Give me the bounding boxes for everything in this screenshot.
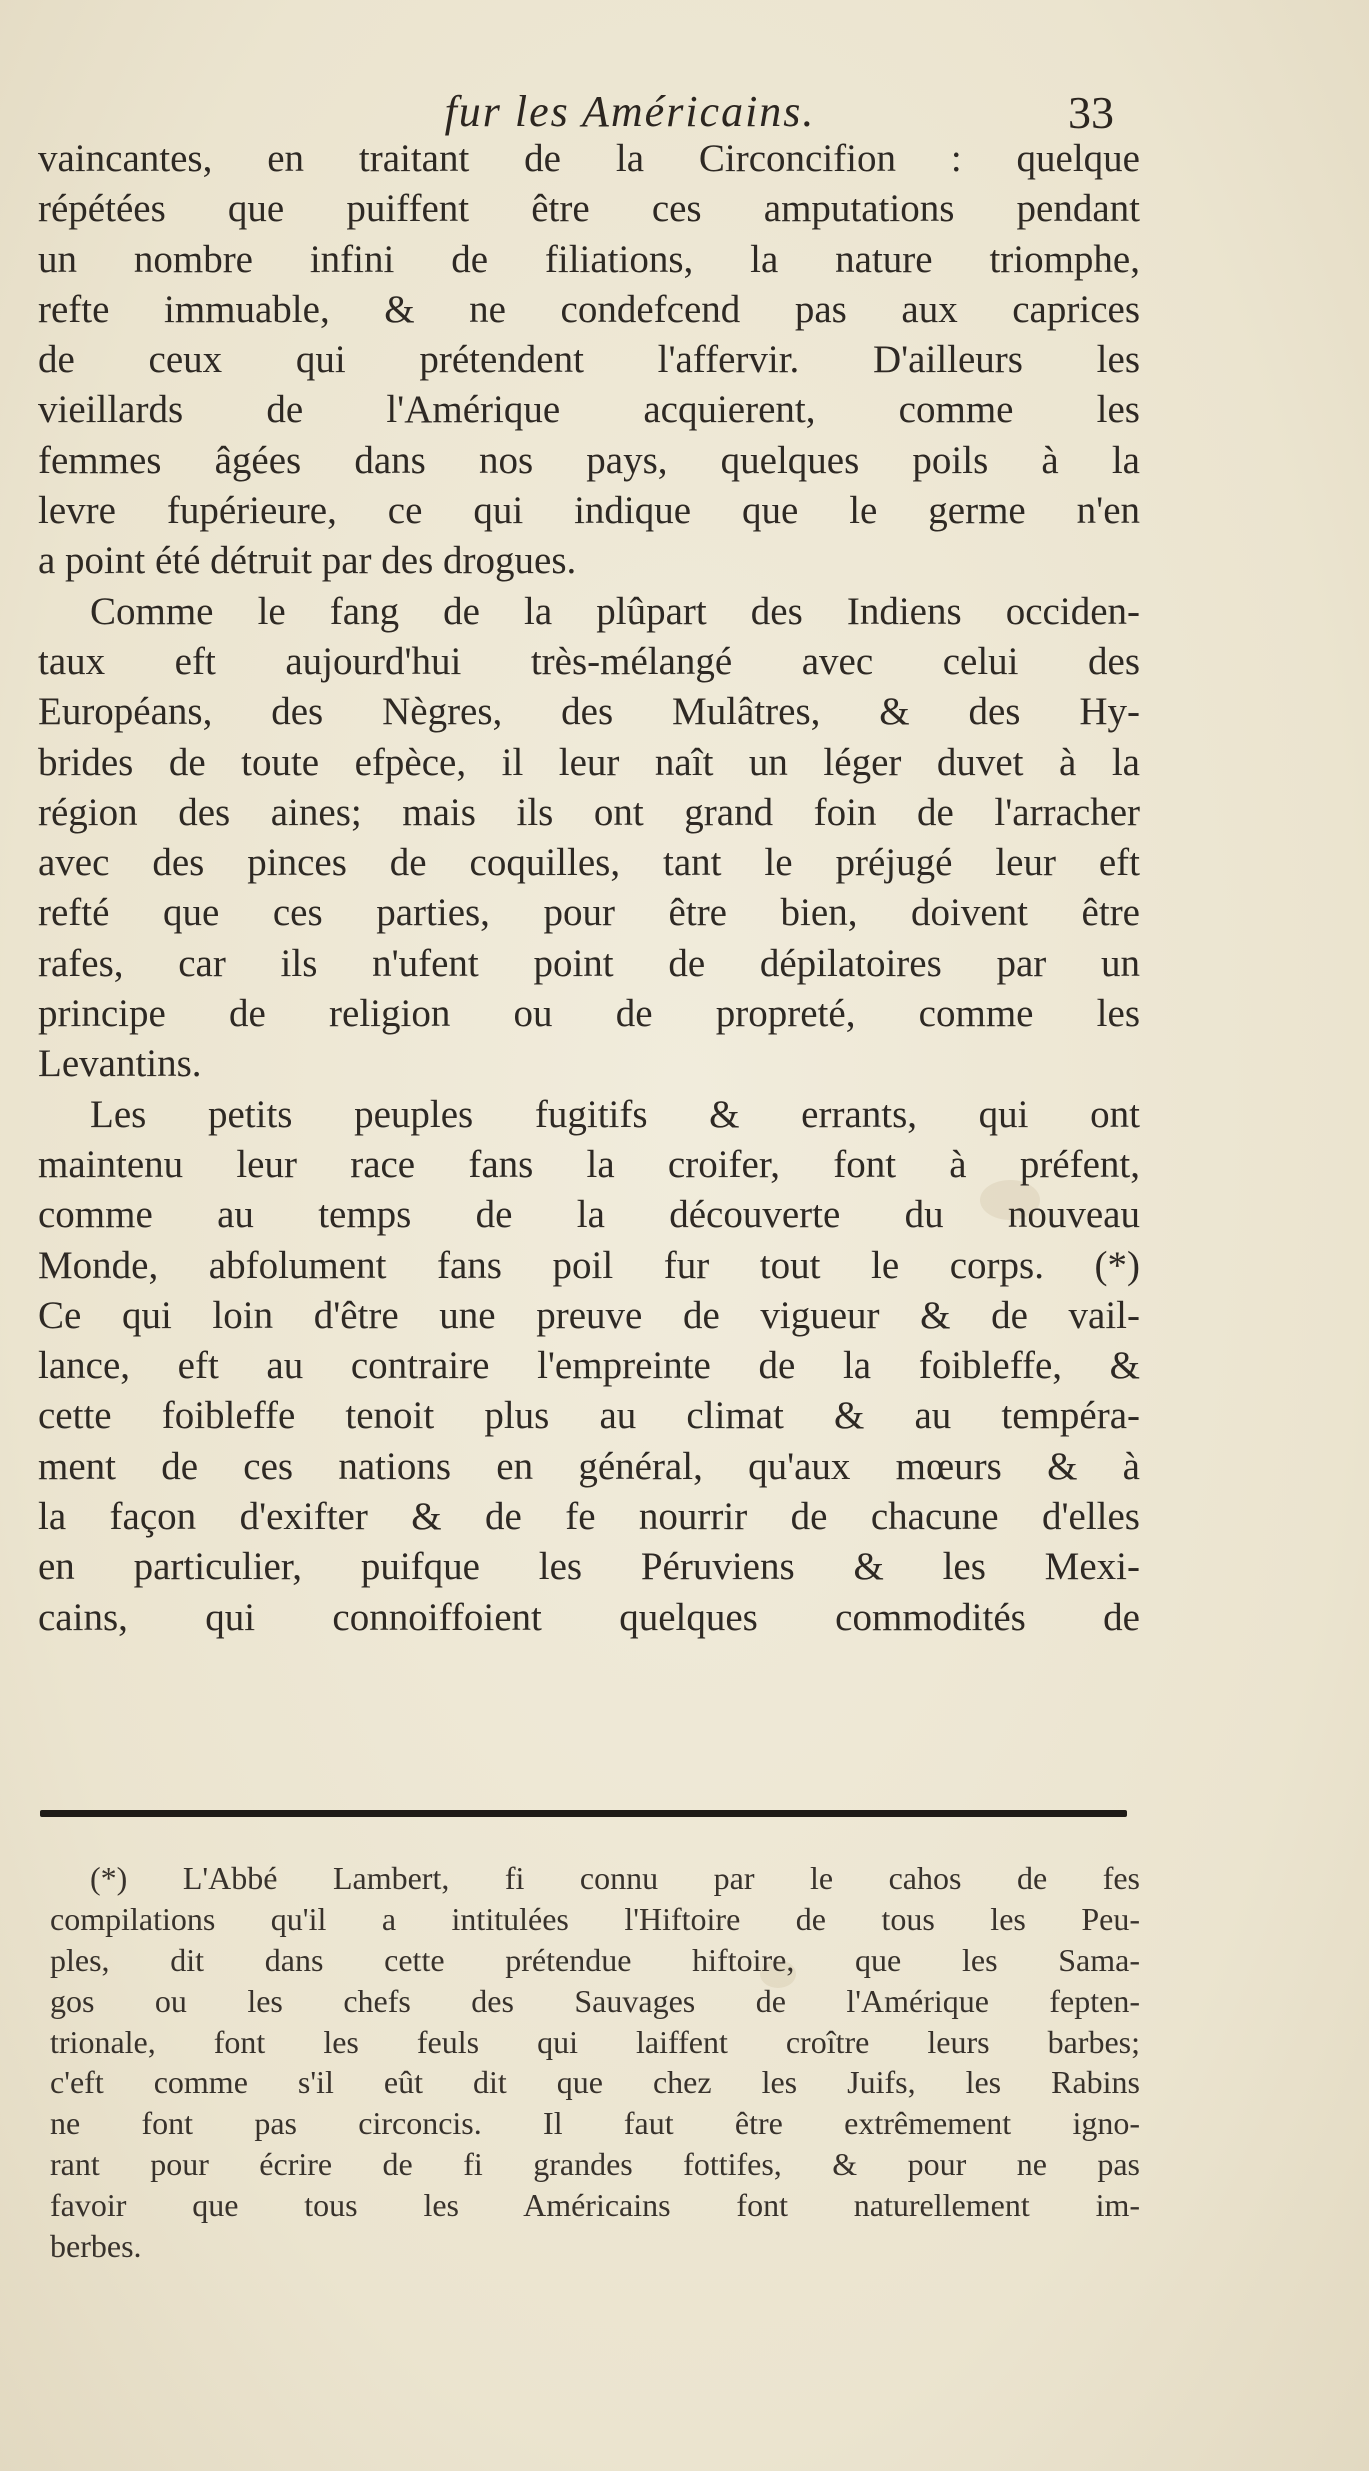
text-line: taux eft aujourd'hui très-mélangé avec celui des — [38, 639, 1140, 683]
footnote-line: berbes. — [50, 2228, 142, 2265]
text-line: de ceux qui prétendent l'affervir. D'ailleurs les — [38, 338, 1140, 382]
text-line: refte immuable, & ne condefcend pas aux caprices — [38, 287, 1140, 331]
text-line: comme au temps de la découverte du nouveau — [38, 1193, 1140, 1237]
text-line: Monde, abfolument fans poil fur tout le corps. (*) — [38, 1243, 1140, 1287]
paragraph-start-line: Les petits peuples fugitifs & errants, qui ont — [90, 1092, 1140, 1136]
running-title: fur les Américains. — [444, 87, 816, 136]
text-line: cains, qui connoiffoient quelques commodités de — [38, 1595, 1140, 1639]
footnote-line: rant pour écrire de fi grandes fottifes, & pour ne pas — [50, 2146, 1140, 2183]
footnote-line: c'eft comme s'il eût dit que chez les Juifs, les Rabins — [50, 2064, 1140, 2101]
text-line: Levantins. — [38, 1042, 202, 1086]
text-line: maintenu leur race fans la croifer, font à préfent, — [38, 1142, 1140, 1186]
text-line: ment de ces nations en général, qu'aux mœurs & à — [38, 1444, 1140, 1488]
text-line: en particulier, puifque les Péruviens & les Mexi- — [38, 1545, 1140, 1589]
text-line: refté que ces parties, pour être bien, doivent être — [38, 891, 1140, 935]
text-line: un nombre infini de filiations, la nature triomphe, — [38, 237, 1140, 281]
text-line: vieillards de l'Amérique acquierent, comme les — [38, 388, 1140, 432]
text-line: Ce qui loin d'être une preuve de vigueur & de vail- — [38, 1293, 1140, 1337]
body-text — [38, 134, 1140, 1643]
page-number: 33 — [1068, 87, 1114, 138]
footnote-line: favoir que tous les Américains font naturellement im- — [50, 2187, 1140, 2224]
footnote-separator-rule — [40, 1810, 1127, 1817]
text-line: principe de religion ou de propreté, comme les — [38, 992, 1140, 1036]
text-line: levre fupérieure, ce qui indique que le germe n'en — [38, 489, 1140, 533]
footnote-line: trionale, font les feuls qui laiffent croître leurs barbes; — [50, 2023, 1140, 2060]
text-line: vaincantes, en traitant de la Circoncifion : quelque — [38, 137, 1140, 180]
paragraph-start-line: Comme le fang de la plûpart des Indiens occiden- — [90, 589, 1140, 633]
text-line: femmes âgées dans nos pays, quelques poils à la — [38, 438, 1140, 482]
footnote-line: ne font pas circoncis. Il faut être extrêmement igno- — [50, 2105, 1140, 2142]
footnote-line: (*) L'Abbé Lambert, fi connu par le cahos de fes — [90, 1860, 1140, 1896]
text-line: la façon d'exifter & de fe nourrir de chacune d'elles — [38, 1495, 1140, 1539]
footnote — [50, 1858, 1140, 2267]
footnote-line: compilations qu'il a intitulées l'Hiftoire de tous les Peu- — [50, 1900, 1140, 1937]
text-line: avec des pinces de coquilles, tant le préjugé leur eft — [38, 841, 1140, 885]
footnote-line: ples, dit dans cette prétendue hiftoire, que les Sama- — [50, 1941, 1140, 1978]
text-line: Européans, des Nègres, des Mulâtres, & des Hy- — [38, 690, 1140, 734]
text-line: répétées que puiffent être ces amputations pendant — [38, 187, 1140, 231]
text-line: cette foibleffe tenoit plus au climat & au tempéra- — [38, 1394, 1140, 1438]
text-line: brides de toute efpèce, il leur naît un léger duvet à la — [38, 740, 1140, 784]
text-line: lance, eft au contraire l'empreinte de la foibleffe, & — [38, 1344, 1140, 1388]
text-line: a point été détruit par des drogues. — [38, 539, 577, 583]
footnote-line: gos ou les chefs des Sauvages de l'Amérique fepten- — [50, 1982, 1140, 2019]
text-line: rafes, car ils n'ufent point de dépilatoires par un — [38, 941, 1140, 985]
text-line: région des aines; mais ils ont grand foin de l'arracher — [38, 790, 1140, 834]
